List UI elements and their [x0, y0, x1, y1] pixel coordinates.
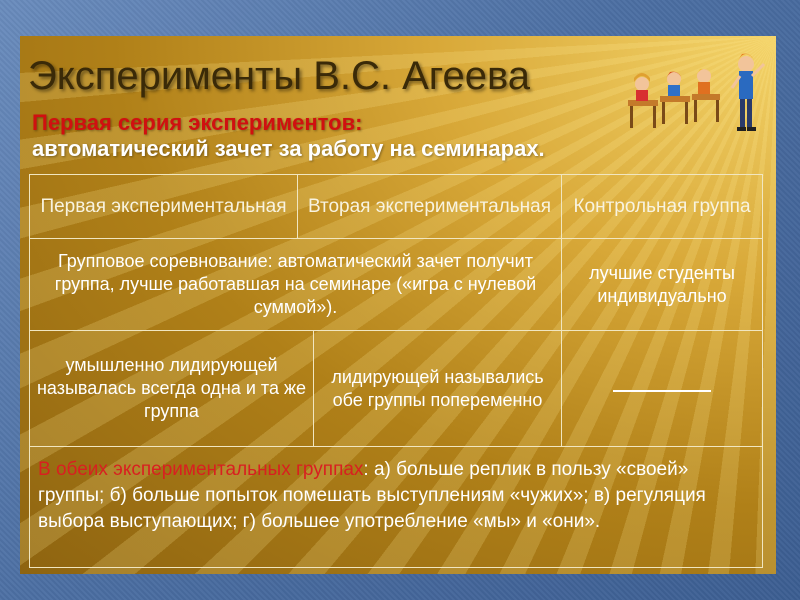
- summary-red-lead: В обеих экспериментальных группах: [38, 459, 364, 480]
- second-group-leader-cell: лидирующей назывались обе группы попеременно: [314, 331, 562, 447]
- control-leader-cell: [562, 331, 762, 447]
- subtitle-line-red: Первая серия экспериментов:: [32, 110, 363, 135]
- teacher-and-students-icon: [620, 38, 770, 138]
- experiment-table: [29, 174, 763, 568]
- header-first-group: Первая экспериментальная: [30, 175, 298, 239]
- first-group-leader-cell: умышленно лидирующей называлась всегда одна и та же группа: [30, 331, 314, 447]
- header-second-group: Вторая экспериментальная: [298, 175, 562, 239]
- slide: [20, 36, 776, 574]
- summary-cell: [30, 447, 762, 567]
- slide-title: Эксперименты В.С. Агеева: [28, 54, 531, 98]
- header-control-group: Контрольная группа: [562, 175, 762, 239]
- subtitle-line-white: автоматический зачет за работу на семинарах.: [32, 136, 545, 161]
- summary-text: [38, 457, 754, 535]
- subtitle: [32, 110, 545, 162]
- competition-description-cell: Групповое соревнование: автоматический зачет получит группа, лучше работавшая на семинаре («игра с нулевой суммой»).: [30, 239, 562, 331]
- control-description-cell: лучшие студенты индивидуально: [562, 239, 762, 331]
- summary-rest: : а) больше реплик в пользу «своей» группы; б) больше попыток помешать выступлениям «чужих»; в) регуляция выбора выступающих; г) большее употребление «мы» и «они».: [38, 459, 706, 532]
- empty-dash: [613, 390, 711, 392]
